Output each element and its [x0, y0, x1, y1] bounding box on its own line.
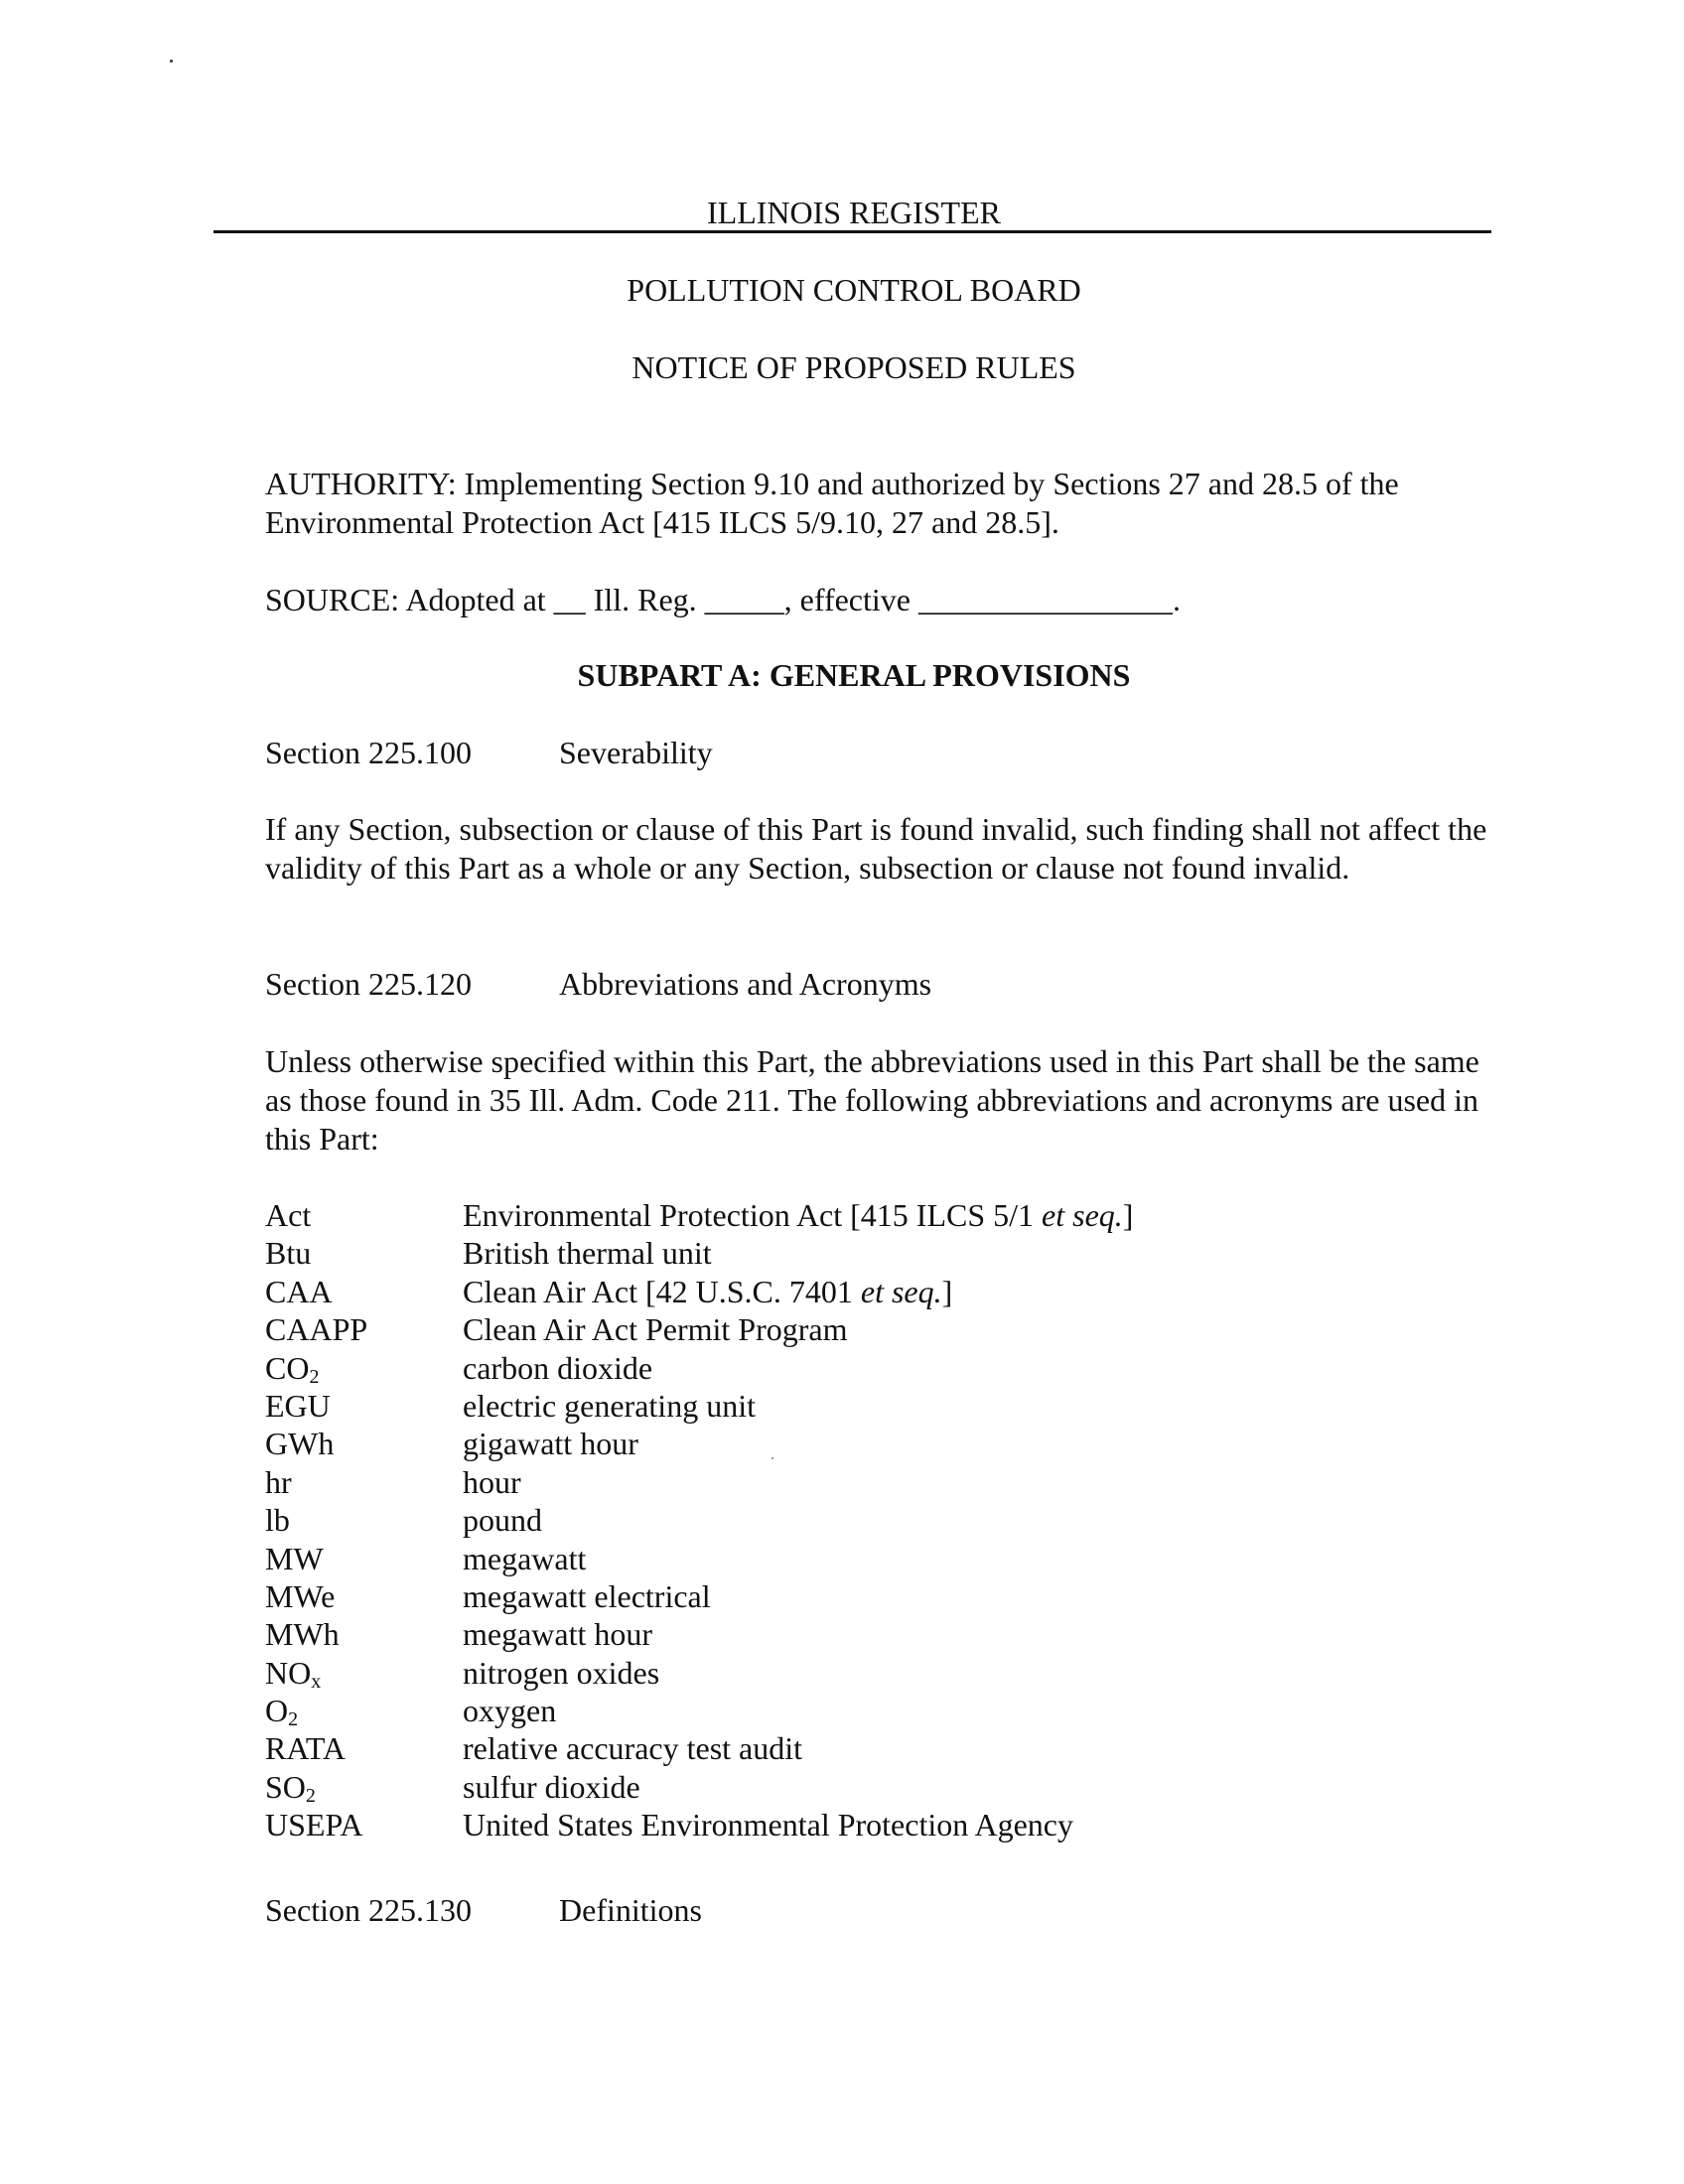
abbreviation-term-text: RATA	[265, 1730, 346, 1767]
abbreviation-definition-suffix: ]	[941, 1273, 953, 1309]
abbreviation-term-text: CAAPP	[265, 1311, 368, 1348]
section-number: Section 225.120	[265, 966, 472, 1002]
abbreviation-list	[265, 1196, 1457, 1844]
abbreviation-term-text: CAA	[265, 1273, 333, 1309]
board-name: POLLUTION CONTROL BOARD	[627, 272, 1081, 308]
section-number: Section 225.130	[265, 1892, 472, 1928]
section-body: If any Section, subsection or clause of this Part is found invalid, such finding shall not affect the validity of this Part as a whole or any Section, subsection or clause not found invalid.	[265, 811, 1487, 886]
notice-title: NOTICE OF PROPOSED RULES	[632, 349, 1076, 385]
abbreviation-definition-text: carbon dioxide	[463, 1349, 653, 1386]
abbreviation-term-text: Btu	[265, 1235, 312, 1272]
abbreviation-subscript: 2	[309, 1365, 320, 1388]
abbreviation-definition	[463, 1654, 659, 1692]
abbreviation-row	[265, 1577, 1457, 1615]
abbreviation-definition-text: gigawatt hour	[463, 1426, 638, 1462]
abbreviation-definition-text: hour	[463, 1463, 521, 1500]
abbreviation-definition-text: Environmental Protection Act [415 ILCS 5/1	[463, 1197, 1043, 1233]
abbreviation-term-text: Act	[265, 1197, 312, 1233]
abbreviation-term	[265, 1540, 324, 1577]
header-rule	[213, 230, 1491, 233]
abbreviation-row	[265, 1501, 1457, 1539]
abbreviation-definition	[463, 1501, 542, 1539]
abbreviation-definition-text: United States Environmental Protection Agency	[463, 1807, 1073, 1843]
abbreviation-row	[265, 1425, 1457, 1462]
section-title: Abbreviations and Acronyms	[559, 966, 932, 1002]
abbreviation-definition	[463, 1806, 1073, 1843]
abbreviation-definition-text: relative accuracy test audit	[463, 1730, 803, 1767]
abbreviation-definition-text: Clean Air Act Permit Program	[463, 1311, 848, 1348]
abbreviation-row	[265, 1273, 1457, 1310]
authority-paragraph: AUTHORITY: Implementing Section 9.10 and authorized by Sections 27 and 28.5 of the Environmental Protection Act [415 ILCS 5/9.10, 27 and 28.5].	[265, 466, 1399, 540]
abbreviation-definition-text: nitrogen oxides	[463, 1654, 660, 1691]
abbreviation-row	[265, 1310, 1457, 1348]
abbreviation-term	[265, 1615, 340, 1653]
abbreviation-row	[265, 1729, 1457, 1767]
section-title: Severability	[559, 735, 713, 770]
register-title: ILLINOIS REGISTER	[707, 195, 1001, 230]
abbreviation-definition-text: electric generating unit	[463, 1387, 756, 1424]
abbreviation-definition	[463, 1768, 640, 1806]
abbreviation-definition	[463, 1425, 638, 1462]
abbreviation-subscript: 2	[305, 1784, 316, 1807]
section-number: Section 225.100	[265, 735, 472, 770]
abbreviation-definition	[463, 1196, 1133, 1234]
abbreviation-term	[265, 1806, 362, 1843]
subpart-heading: SUBPART A: GENERAL PROVISIONS	[577, 657, 1131, 693]
abbreviation-term	[265, 1387, 331, 1425]
abbreviation-term-text: MWh	[265, 1616, 340, 1653]
scan-speck	[170, 60, 173, 63]
abbreviation-definition	[463, 1692, 556, 1729]
abbreviation-term-text: USEPA	[265, 1807, 363, 1843]
abbreviation-definition	[463, 1463, 521, 1501]
abbreviation-row	[265, 1654, 1457, 1692]
abbreviation-term-text: MWe	[265, 1577, 336, 1614]
abbreviation-term	[265, 1425, 334, 1462]
abbreviation-definition	[463, 1273, 952, 1310]
abbreviation-term	[265, 1273, 333, 1310]
abbreviation-term	[265, 1654, 321, 1692]
abbreviation-row	[265, 1349, 1457, 1387]
abbreviation-term-text: EGU	[265, 1387, 331, 1424]
abbreviation-term	[265, 1692, 298, 1729]
abbreviation-definition-italic: et seq.	[1042, 1197, 1123, 1233]
abbreviation-term	[265, 1463, 292, 1501]
abbreviation-term-text: lb	[265, 1502, 290, 1539]
abbreviation-row	[265, 1540, 1457, 1577]
abbreviation-row	[265, 1806, 1457, 1843]
abbreviation-row	[265, 1387, 1457, 1425]
abbreviation-definition-text: pound	[463, 1502, 542, 1539]
abbreviation-definition	[463, 1615, 652, 1653]
abbreviation-subscript: x	[311, 1670, 322, 1693]
abbreviation-term-text: O	[265, 1693, 289, 1729]
abbreviation-term	[265, 1234, 311, 1272]
abbreviation-definition-suffix: ]	[1122, 1197, 1134, 1233]
abbreviation-term	[265, 1501, 290, 1539]
abbreviation-row	[265, 1463, 1457, 1501]
abbreviation-definition-text: megawatt electrical	[463, 1577, 711, 1614]
abbreviation-definition	[463, 1234, 712, 1272]
abbreviation-term	[265, 1196, 311, 1234]
abbreviation-definition	[463, 1310, 848, 1348]
abbreviation-term-text: SO	[265, 1768, 306, 1805]
abbreviation-definition-text: sulfur dioxide	[463, 1768, 640, 1805]
abbreviation-row	[265, 1615, 1457, 1653]
abbreviation-definition-text: megawatt	[463, 1540, 587, 1576]
section-body: Unless otherwise specified within this Part, the abbreviations used in this Part shall be the same as those found in 35 Ill. Adm. Code 211. The following abbreviations and acronyms are used in this Part:	[265, 1043, 1479, 1157]
abbreviation-definition-text: Clean Air Act [42 U.S.C. 7401	[463, 1273, 861, 1309]
abbreviation-term-text: NO	[265, 1654, 312, 1691]
source-paragraph: SOURCE: Adopted at __ Ill. Reg. _____, effective ________________.	[265, 582, 1181, 617]
abbreviation-term-text: CO	[265, 1349, 310, 1386]
abbreviation-definition	[463, 1729, 802, 1767]
abbreviation-term-text: MW	[265, 1540, 324, 1576]
abbreviation-row	[265, 1768, 1457, 1806]
abbreviation-term-text: hr	[265, 1463, 292, 1500]
abbreviation-term	[265, 1729, 346, 1767]
abbreviation-definition	[463, 1387, 756, 1425]
abbreviation-definition	[463, 1540, 586, 1577]
abbreviation-term-text: GWh	[265, 1426, 335, 1462]
abbreviation-definition-italic: et seq.	[860, 1273, 942, 1309]
abbreviation-term	[265, 1349, 319, 1387]
abbreviation-term	[265, 1310, 367, 1348]
section-title: Definitions	[559, 1892, 702, 1928]
abbreviation-term	[265, 1577, 335, 1615]
abbreviation-row	[265, 1692, 1457, 1729]
abbreviation-term	[265, 1768, 316, 1806]
abbreviation-definition	[463, 1349, 652, 1387]
abbreviation-definition-text: megawatt hour	[463, 1616, 653, 1653]
abbreviation-row	[265, 1196, 1457, 1234]
abbreviation-subscript: 2	[288, 1708, 299, 1731]
abbreviation-definition-text: British thermal unit	[463, 1235, 712, 1272]
abbreviation-definition-text: oxygen	[463, 1693, 557, 1729]
abbreviation-row	[265, 1234, 1457, 1272]
abbreviation-definition	[463, 1577, 711, 1615]
